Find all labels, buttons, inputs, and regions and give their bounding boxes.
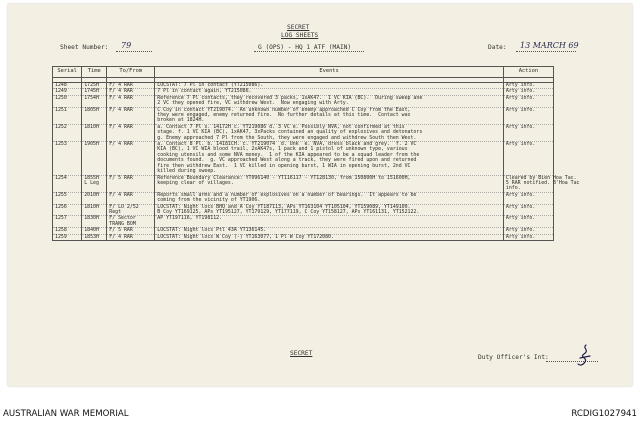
events-cell: Reference Boundary Clearance: YT096140 - YT116117 - YT128130, from 150800H to 151600H, keeping clear of villages. xyxy=(155,175,504,192)
column-header-serial: Serial xyxy=(53,67,82,78)
action-cell: Arty info. xyxy=(503,89,553,95)
to-from-cell: F/ 4 RAR xyxy=(107,83,155,89)
date-value: 13 MARCH 69 xyxy=(520,41,579,50)
table-row xyxy=(53,216,554,228)
action-cell: Arty info. xyxy=(503,234,553,240)
table-row xyxy=(53,107,554,124)
serial-cell: 1253 xyxy=(53,142,82,175)
to-from-cell: F/ 5 RAR xyxy=(107,175,155,192)
action-cell: Arty info. xyxy=(503,204,553,216)
to-from-cell: F/ 4 RAR xyxy=(107,192,155,204)
to-from-cell: F/ 4 RAR xyxy=(107,124,155,141)
serial-cell: 1255 xyxy=(53,192,82,204)
events-cell: LOCSTAT: Night locs BHQ and A Coy YT187113, APs YT163104 YT105104, YT159089, YT149100. B Coy YT169125, APs YT195127, YT179129, YT177119, C Coy YT158127, APs YT161131, YT152122. xyxy=(155,204,504,216)
sheet-number-line xyxy=(116,51,152,52)
action-cell: Arty info. xyxy=(503,192,553,204)
log-sheet xyxy=(8,4,632,386)
sheet-title: LOG SHEETS xyxy=(281,32,319,39)
action-cell: Arty info. xyxy=(503,228,553,234)
events-cell: Reports small arms and a number of explosives on a number of bearings. It appears to be coming from the vicinity of YT1906. xyxy=(155,192,504,204)
serial-cell: 1250 xyxy=(53,95,82,107)
events-cell: C Coy in contact YT219074. An unknown number of enemy approached C Coy from the East, they were engaged, enemy returned fire. No further details at this time. Contact was broken at 1824H. xyxy=(155,107,504,124)
time-cell: 1840H xyxy=(82,228,107,234)
date-line xyxy=(516,51,576,52)
to-from-cell: F/ Sector TRANG BOM xyxy=(107,216,155,228)
time-cell: 1855H L Leg xyxy=(82,175,107,192)
serial-cell: 1252 xyxy=(53,124,82,141)
events-cell: a. Contact 7 Pl s. 14172H c. YT219086 d. 3 VC e. Possibly NVA, not confirmed at this stage. f. 1 VC KIA (BC), 1xAK47, 3xPacks contained an quality of explosives and detonators g. Enemy approached 7 Pl from the South, they were engaged and withdrew South then West. xyxy=(155,124,504,141)
secret-marking-top: SECRET xyxy=(287,24,310,31)
time-cell: 2010H xyxy=(82,192,107,204)
action-cell: Arty info. xyxy=(503,124,553,141)
action-cell: Cleared by Bien Hoa Tac. 5 RAR notified. B'Hoa Tac info. xyxy=(503,175,553,192)
table-row xyxy=(53,192,554,204)
serial-cell: 1248 xyxy=(53,83,82,89)
column-header-time: Time xyxy=(82,67,107,78)
to-from-cell: F/ 4 RAR xyxy=(107,234,155,240)
archive-reference: RCDIG1027941 xyxy=(571,409,637,419)
time-cell: 1754H xyxy=(82,95,107,107)
table-row xyxy=(53,234,554,240)
time-cell: 1853H xyxy=(82,234,107,240)
events-cell: 7 Pl in contact again, YT215086. xyxy=(155,89,504,95)
to-from-cell: F/ 5 RAR xyxy=(107,228,155,234)
sheet-number-label: Sheet Number: xyxy=(60,44,109,51)
events-cell: LOCSTAT: Night locs W Coy (-) YT163077, 1 Pl W Coy YT172080. xyxy=(155,234,504,240)
serial-cell: 1254 xyxy=(53,175,82,192)
action-cell: Arty info. xyxy=(503,216,553,228)
serial-cell: 1258 xyxy=(53,228,82,234)
table-row xyxy=(53,95,554,107)
time-cell: 1810H xyxy=(82,124,107,141)
time-cell: 1805H xyxy=(82,107,107,124)
action-cell: Arty info. xyxy=(503,142,553,175)
to-from-cell: F/ LO 2/52 Regt xyxy=(107,204,155,216)
secret-marking-bottom: SECRET xyxy=(290,350,313,357)
time-cell: 1830H xyxy=(82,216,107,228)
action-cell: Arty info. xyxy=(503,83,553,89)
table-row xyxy=(53,124,554,141)
serial-cell: 1259 xyxy=(53,234,82,240)
to-from-cell: F/ 4 RAR xyxy=(107,107,155,124)
duty-officer-signature xyxy=(576,344,592,368)
table-row xyxy=(53,142,554,175)
log-table xyxy=(52,66,580,241)
events-cell: AP YT197116, YT198112. xyxy=(155,216,504,228)
archive-caption: AUSTRALIAN WAR MEMORIAL xyxy=(3,409,129,419)
table-row xyxy=(53,175,554,192)
serial-cell: 1256 xyxy=(53,204,82,216)
events-cell: LOCSTAT: 7 Pl in contact (YT215086). xyxy=(155,83,504,89)
sheet-number-value: 79 xyxy=(121,41,132,50)
time-cell: 1745H xyxy=(82,89,107,95)
column-header-events: Events xyxy=(155,67,504,78)
table-header-row xyxy=(53,67,554,78)
serial-cell: 1257 xyxy=(53,216,82,228)
serial-cell: 1251 xyxy=(53,107,82,124)
events-cell: LOCSTAT: Night locs Ptl 43A YT136145. xyxy=(155,228,504,234)
time-cell: 1725H xyxy=(82,83,107,89)
action-cell: Arty info. xyxy=(503,95,553,107)
duty-officer-label: Duty Officer's Int: xyxy=(478,354,549,361)
date-label: Date: xyxy=(488,44,507,51)
unit-line xyxy=(254,51,364,52)
time-cell: 1810H xyxy=(82,204,107,216)
column-header-to-from: To/From xyxy=(107,67,155,78)
to-from-cell: F/ 4 RAR xyxy=(107,142,155,175)
unit-heading: G (OPS) - HQ 1 ATF (MAIN) xyxy=(258,44,352,51)
column-header-action: Action xyxy=(503,67,553,78)
time-cell: 1905H xyxy=(82,142,107,175)
action-cell: Arty info. xyxy=(503,107,553,124)
to-from-cell: F/ 4 RAR xyxy=(107,95,155,107)
table-row xyxy=(53,204,554,216)
to-from-cell: F/ 4 RAR xyxy=(107,89,155,95)
events-cell: a. Contact 8 Pl. b. 14181CH. c. YT219074 d. Unk e. NVA, dress black and grey. f. 2 VC KIA (BC), 1 VC WIA blood trail, 2xAK47s, 1 pack and 1 pistol of unknown type, various cooking utensils and some NVA money. 1 of the KIA appeared to be a squad leader from the documents found. g. VC approached West along a track, they were fired upon and returned fire then withdrew East. 1 VC killed in opening burst, 1 WIA in opening burst, 2nd VC killed during sweep. xyxy=(155,142,504,175)
events-cell: Reference 7 Pl contacts, they recovered 3 packs, 1xAK47. 1 VC KIA (BC). During sweep ane 2 VC they opened fire, VC withdrew West. Now engaging with Arty. xyxy=(155,95,504,107)
serial-cell: 1249 xyxy=(53,89,82,95)
